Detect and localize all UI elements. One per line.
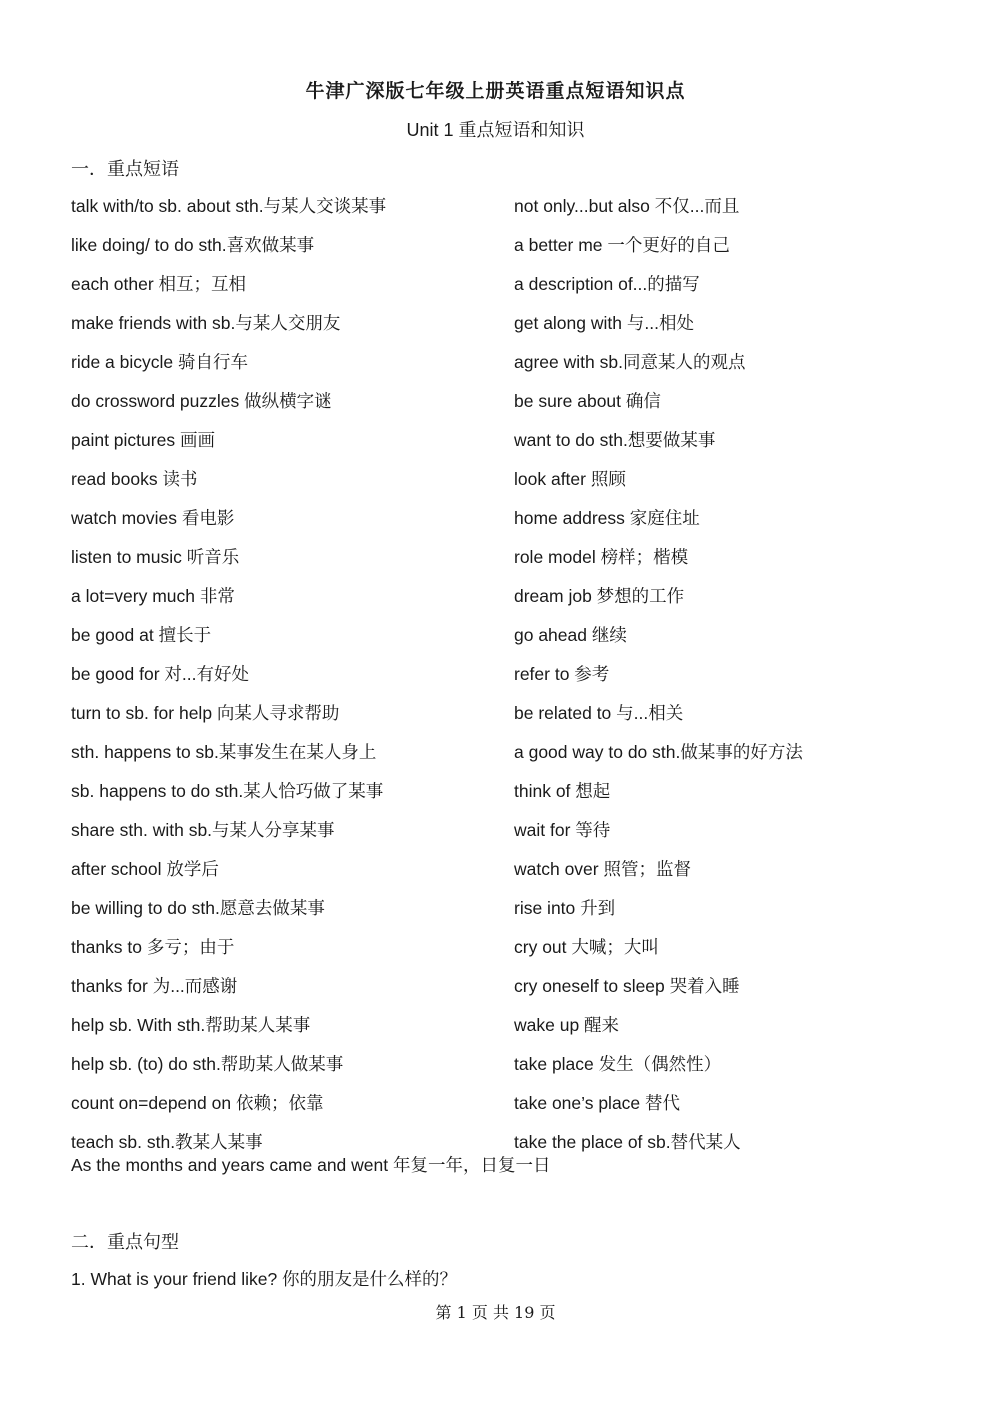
phrase-left-item: thanks for 为...而感谢 [71,976,238,996]
phrase-right-item: dream job 梦想的工作 [514,586,685,606]
phrase-right-item: be sure about 确信 [514,391,661,411]
phrase-right-item: want to do sth.想要做某事 [514,430,716,450]
phrase-right-item: a better me 一个更好的自己 [514,235,730,255]
phrase-right-item: take the place of sb.替代某人 [514,1132,741,1152]
phrase-right-item: take place 发生（偶然性） [514,1054,722,1074]
phrase-left-item: do crossword puzzles 做纵横字谜 [71,391,332,411]
phrase-right-item: cry oneself to sleep 哭着入睡 [514,976,740,996]
phrase-right-item: take one’s place 替代 [514,1093,681,1113]
phrase-left-item: help sb. (to) do sth.帮助某人做某事 [71,1054,344,1074]
phrase-left-item: turn to sb. for help 向某人寻求帮助 [71,703,340,723]
phrase-extra: As the months and years came and went 年复一年，日复一日 [71,1155,551,1175]
phrase-column-left [71,191,501,1166]
phrase-left-item: thanks to 多亏；由于 [71,937,235,957]
phrase-right-item: a good way to do sth.做某事的好方法 [514,742,803,762]
phrase-left-item: count on=depend on 依赖；依靠 [71,1093,324,1113]
phrase-left-item: share sth. with sb.与某人分享某事 [71,820,335,840]
section-heading-key-sentences: 二．重点句型 [71,1232,179,1253]
phrase-right-item: wait for 等待 [514,820,611,840]
phrase-left-item: read books 读书 [71,469,198,489]
phrase-left-item: ride a bicycle 骑自行车 [71,352,248,372]
phrase-left-item: a lot=very much 非常 [71,586,235,606]
phrase-right-item: think of 想起 [514,781,611,801]
phrase-right-item: rise into 升到 [514,898,616,918]
phrase-right-item: cry out 大喊；大叫 [514,937,659,957]
phrase-right-item: look after 照顾 [514,469,626,489]
phrase-right-item: wake up 醒来 [514,1015,620,1035]
phrase-right-item: not only...but also 不仅...而且 [514,196,740,216]
phrase-left-item: be good at 擅长于 [71,625,212,645]
phrase-left-item: paint pictures 画画 [71,430,215,450]
phrase-right-item: agree with sb.同意某人的观点 [514,352,746,372]
sentence-1: 1. What is your friend like? 你的朋友是什么样的？ [71,1269,458,1289]
phrase-left-item: listen to music 听音乐 [71,547,240,567]
phrase-right-item: go ahead 继续 [514,625,627,645]
document-title: 牛津广深版七年级上册英语重点短语知识点 [305,80,686,102]
phrase-left-item: sb. happens to do sth.某人恰巧做了某事 [71,781,384,801]
phrase-left-item: like doing/ to do sth.喜欢做某事 [71,235,315,255]
phrase-left-item: teach sb. sth.教某人某事 [71,1132,263,1152]
section-heading-key-phrases: 一．重点短语 [71,159,179,180]
phrase-left-item: be good for 对...有好处 [71,664,249,684]
phrase-left-item: after school 放学后 [71,859,219,879]
phrase-left-item: each other 相互；互相 [71,274,247,294]
phrase-column-right [514,191,944,1166]
phrase-right-item: role model 榜样；楷模 [514,547,689,567]
phrase-left-item: watch movies 看电影 [71,508,235,528]
phrase-right-item: refer to 参考 [514,664,610,684]
page-footer: 第 1 页 共 19 页 [435,1303,556,1322]
phrase-right-item: be related to 与...相关 [514,703,684,723]
phrase-left-item: be willing to do sth.愿意去做某事 [71,898,325,918]
phrase-right-item: watch over 照管；监督 [514,859,691,879]
phrase-right-item: get along with 与...相处 [514,313,694,333]
unit-subtitle: Unit 1 重点短语和知识 [406,120,585,140]
phrase-left-item: help sb. With sth.帮助某人某事 [71,1015,311,1035]
phrase-left-item: talk with/to sb. about sth.与某人交谈某事 [71,196,387,216]
phrase-right-item: a description of...的描写 [514,274,700,294]
phrase-left-item: sth. happens to sb.某事发生在某人身上 [71,742,377,762]
phrase-right-item: home address 家庭住址 [514,508,700,528]
phrase-left-item: make friends with sb.与某人交朋友 [71,313,341,333]
